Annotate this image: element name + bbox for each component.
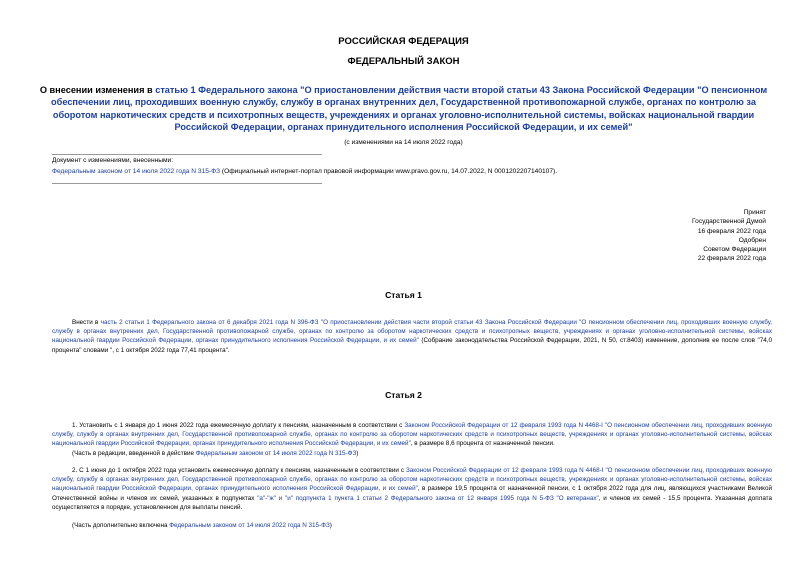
doc-changes-ref — [52, 168, 557, 175]
part-1-post: , в размере 8,6 процента от назначенной пенсии. — [410, 440, 555, 448]
accepted-date: 16 февраля 2022 года — [697, 227, 766, 235]
approved-date: 22 февраля 2022 года — [697, 255, 766, 263]
accepted-by: Государственной Думой — [692, 218, 766, 226]
part-1-link[interactable]: Законом Российской Федерации от 12 февраля 1993 года N 4468-I "О пенсионном обеспечении лиц, проходивших военную службу, службу в органах внутренних дел, Государственной противопожарной службе, органах по контролю за оборотом наркотических средств и психотропных веществ, учреждениях и органах уголовно-исполнительной системы, войсках национальной гвардии Российской Федерации, органах принудительного исполнения Российской Федерации, и их семей" — [52, 422, 772, 448]
article-1-post: (Собрание законодательства Российской Федерации, 2021, N 50, ст.8403) изменение, дополнив ее после слов "74,0 процента" словами ", с 1 октября 2022 года 77,41 процента". — [52, 337, 772, 354]
article-1-link[interactable]: часть 2 статьи 1 Федерального закона от 6 декабря 2021 года N 396-ФЗ "О приостановлении действия части второй статьи 43 Закона Российской Федерации "О пенсионном обеспечении лиц, проходивших военную службу, службу в органах внутренних дел, Государственной противопожарной службе, органах по контролю за оборотом наркотических средств и психотропных веществ, учреждениях и органах уголовно-исполнительной системы, войсках национальной гвардии Российской Федерации, органах принудительного исполнения Российской Федерации, и их семей" — [52, 319, 772, 345]
note-2-pre: (Часть дополнительно включена — [72, 522, 170, 529]
title-link[interactable]: статью 1 Федерального закона "О приостановлении действия части второй статьи 43 Закона Российской Федерации "О пенсионном обеспечении лиц, проходивших военную службу, службу в органах внутренних дел, Государственной противопожарной службе, органах по контролю за оборотом наркотических средств и психотропных веществ, учреждениях и органах уголовно-исполнительной системы, войсках национальной гвардии Российской Федерации, органах принудительного исполнения Российской Федерации, и их семей" — [51, 85, 768, 133]
accepted-label: Принят — [743, 209, 766, 216]
doc-changes-link[interactable]: Федеральным законом от 14 июля 2022 года N 315-ФЗ — [52, 168, 221, 175]
divider-bottom — [52, 183, 322, 184]
article-1-pre: Внести в — [72, 319, 101, 326]
article-2-heading: Статья 2 — [385, 390, 422, 400]
doc-changes-label: Документ с изменениями, внесенными: — [52, 157, 174, 164]
doc-changes-source: (Официальный интернет-портал правовой информации www.pravo.gov.ru, 14.07.2022, N 0001202207140107). — [220, 168, 558, 175]
article-2-part-1 — [52, 421, 772, 449]
part-1-note — [72, 449, 772, 458]
part-1-pre: 1. Установить с 1 января до 1 июня 2022 года ежемесячную доплату к пенсиям, назначенным в соответствии с — [72, 422, 405, 429]
divider-top — [52, 154, 322, 155]
acceptance-block — [606, 208, 766, 264]
country-heading: РОССИЙСКАЯ ФЕДЕРАЦИЯ — [338, 36, 469, 47]
note-1-post: ) — [356, 450, 359, 457]
note-1-link[interactable]: Федеральным законом от 14 июля 2022 года N 315-ФЗ — [195, 450, 357, 457]
note-1-pre: (Часть в редакции, введенной в действие — [72, 450, 196, 457]
law-title — [36, 84, 771, 134]
part-2-post: , и членов их семей - 15,5 процента. Указанная доплата осуществляется в порядке, установленном для выплаты пенсий. — [52, 494, 773, 511]
part-2-link[interactable]: Законом Российской Федерации от 12 февраля 1993 года N 4468-I "О пенсионном обеспечении лиц, проходивших военную службу, службу в органах внутренних дел, Государственной противопожарной службе, органах по контролю за оборотом наркотических средств и психотропных веществ, учреждениях и органах уголовно-исполнительной системы, войсках национальной гвардии Российской Федерации, органах принудительного исполнения Российской Федерации, и их семей" — [52, 467, 772, 493]
approved-by: Советом Федерации — [703, 246, 766, 254]
part-2-mid: , в размере 19,5 процента от назначенной пенсии, с 1 октября 2022 года для лиц, являющихся участниками Великой Отечественной войны и членов их семей, указанных в подпунктах — [52, 485, 772, 502]
note-2-link[interactable]: Федеральным законом от 14 июля 2022 года N 315-ФЗ — [169, 522, 330, 529]
edition-note: (с изменениями на 14 июля 2022 года) — [344, 139, 463, 146]
part-2-pre: 2. С 1 июня до 1 октября 2022 года установить ежемесячную доплату к пенсиям, назначенным в соответствии с — [72, 467, 406, 474]
part-2-note — [72, 521, 772, 530]
part-2-veterans-link[interactable]: "а"-"ж" и "и" подпункта 1 пункта 1 статьи 2 Федерального закона от 12 января 1995 года N 5-ФЗ "О ветеранах" — [257, 494, 599, 502]
article-1-text — [52, 318, 772, 355]
article-2-part-2 — [52, 466, 772, 512]
article-1-heading: Статья 1 — [385, 290, 422, 300]
note-2-post: ) — [329, 522, 332, 529]
approved-label: Одобрен — [738, 236, 766, 244]
doc-type-heading: ФЕДЕРАЛЬНЫЙ ЗАКОН — [347, 56, 460, 67]
title-prefix: О внесении изменения в — [39, 85, 156, 95]
